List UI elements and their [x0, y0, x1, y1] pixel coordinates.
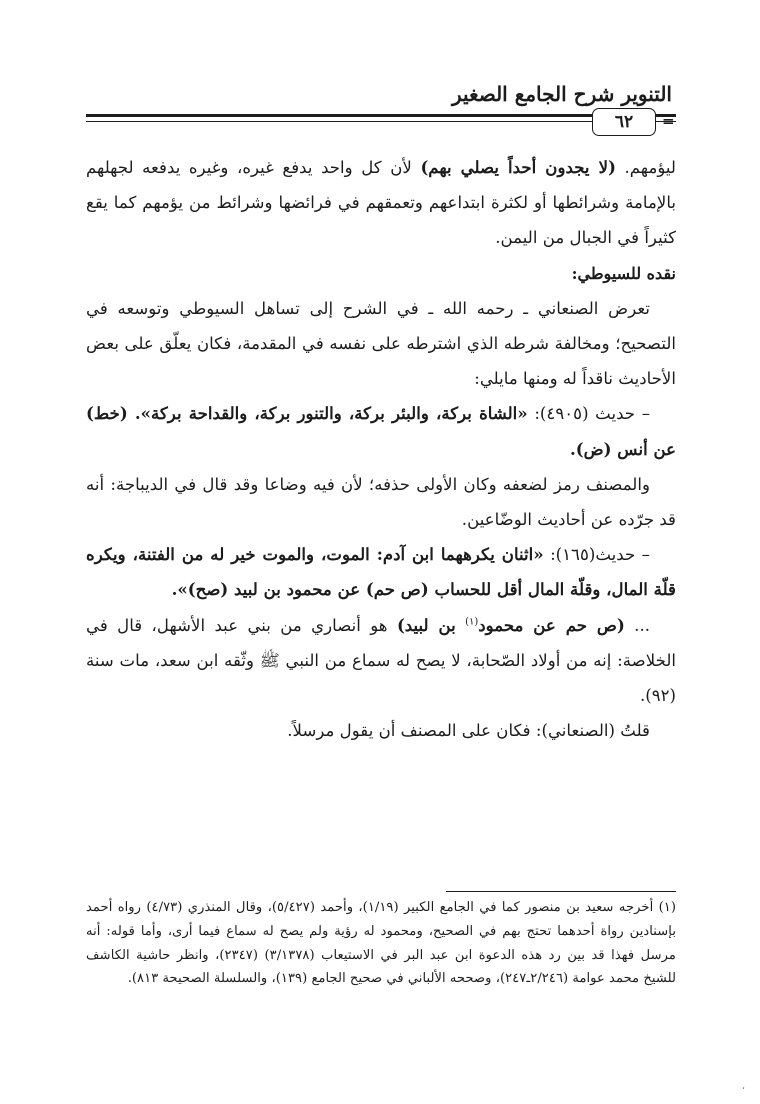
footnote-rule: [446, 891, 676, 892]
paragraph-1-start: ليؤمهم.: [624, 158, 676, 177]
hadith-1: [86, 396, 676, 466]
section-heading: نقده للسيوطي:: [571, 263, 676, 283]
quoted-phrase: (لا يجدون أحداً يصلي بهم): [420, 157, 616, 177]
page-box-mark: =: [662, 112, 675, 130]
paragraph-1: [86, 150, 676, 256]
page-number: ٦٢: [614, 112, 634, 132]
paragraph-4-rest: هو أنصاري من بني عبد الأشهل، قال في الخلاصة: إنه من أولاد الصّحابة، لا يصح له سماع من النبي ﷺ وثّقه ابن سعد، مات سنة (٩٢).: [86, 615, 676, 706]
paragraph-4-bold-1: (ص حم عن محمود: [478, 614, 625, 635]
hadith-2-text: «اثنان يكرههما ابن آدم: الموت، والموت خير له من الفتنة، ويكره قلّة المال، وقلّة المال أقل للحساب (ص حم) عن محمود بن لبيد (صح)».: [86, 544, 676, 600]
hadith-2-intro: – حديث(١٦٥):: [550, 545, 650, 565]
footnote-1: (١) أخرجه سعيد بن منصور كما في الجامع الكبير (١/١٩)، وأحمد (٥/٤٢٧)، وقال المنذري (٤/٧٣) رواه أحمد بإسنادين رواة أحدهما تحتج بهم في الصحيح، ومحمود له رؤية ولم يصح له سماع فيما أرى، وأما قوله: أنه مرسل فهذا قد بين رد هذه الدعوة ابن عبد البر في الاستيعاب (٣/١٣٧٨) (٢٣٤٧)، وانظر حاشية الكاشف للشيخ محمد عوامة (٢/٢٤٦ـ٢٤٧)، وصححه الألباني في صحيح الجامع (١٣٩)، والسلسلة الصحيحة ٨١٣).: [86, 900, 677, 987]
paragraph-4-start: ...: [624, 615, 650, 635]
page-number-box: [592, 108, 656, 136]
paragraph-4-bold-2: بن لبيد): [396, 614, 456, 635]
header-rule-thick: [86, 114, 676, 117]
paragraph-2: تعرض الصنعاني ـ رحمه الله ـ في الشرح إلى تساهل السيوطي وتوسعه في التصحيح؛ ومخالفة شرطه الذي اشترطه على نفسه في المقدمة، فكان يعلّق على بعض الأحاديث ناقداً له ومنها مايلي:: [86, 298, 676, 389]
footnote-ref[interactable]: (١): [465, 616, 479, 628]
header-rule-thin: [86, 121, 676, 122]
margin-mark: ،: [742, 1082, 745, 1092]
body-text: [86, 150, 676, 748]
footnotes: [86, 896, 676, 991]
hadith-1-text: «الشاة بركة، والبئر بركة، والتنور بركة، والقداحة بركة». (خط) عن أنس (ض).: [86, 403, 676, 459]
hadith-1-intro: – حديث (٤٩٠٥):: [534, 404, 651, 424]
hadith-2: [86, 537, 676, 607]
paragraph-1-rest: لأن كل واحد يدفع غيره، وغيره يدفعه لجهلهم بالإمامة وشرائطها أو لكثرة ابتداعهم وتعمقهم في فرائضها وشرائط من يؤمهم كما يقع كثيراً في الجبال من اليمن.: [86, 158, 676, 248]
paragraph-3: والمصنف رمز لضعفه وكان الأولى حذفه؛ لأن فيه وضاعا وقد قال في الديباجة: أنه قد جرّده عن أحاديث الوضّاعين.: [86, 474, 676, 530]
running-title: التنوير شرح الجامع الصغير: [452, 82, 672, 106]
paragraph-5: قلتُ (الصنعاني): فكان على المصنف أن يقول مرسلاً.: [287, 721, 650, 741]
paragraph-4: [86, 608, 676, 714]
